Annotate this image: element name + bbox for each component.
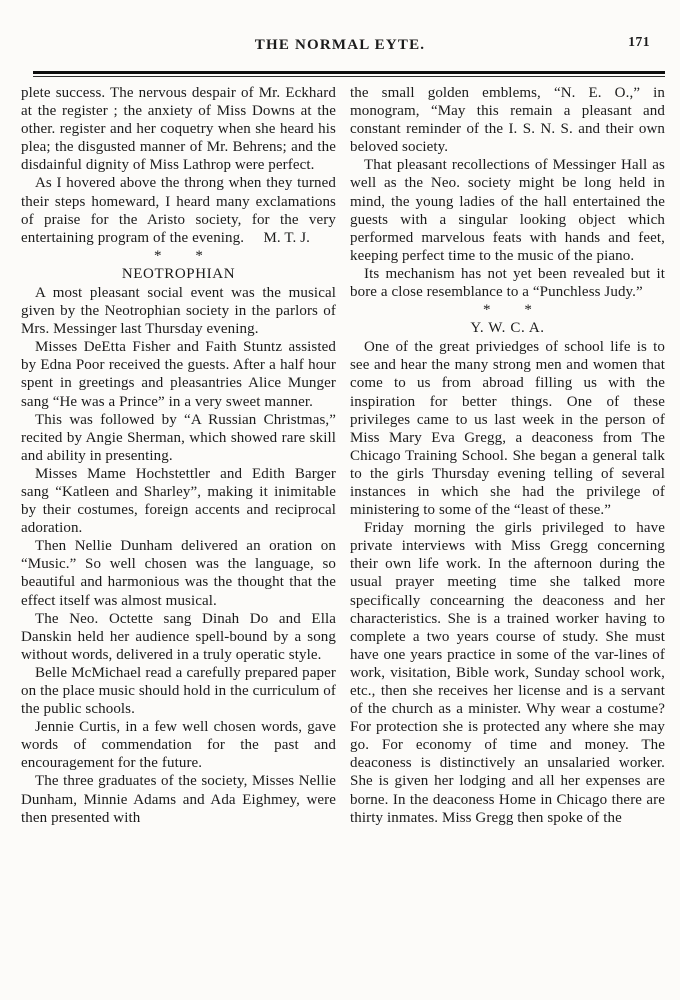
two-column-body	[21, 84, 665, 1000]
paragraph: Misses Mame Hochstettler and Edith Barger sang “Katleen and Sharley”, making it inimitable by their costumes, foreign accents and reciprocal adoration.	[21, 465, 336, 537]
section-heading: Y. W. C. A.	[470, 320, 545, 337]
paragraph: As I hovered above the throng when they turned their steps homeward, I heard many exclamations of praise for the Aristo society, for the very entertaining program of the evening. M. T. J.	[21, 175, 336, 246]
paragraph: plete success. The nervous despair of Mr. Eckhard at the register ; the anxiety of Miss Downs at the other. register and her coquetry when she heard his plea; the disgusted manner of Mr. Behrens; and the disdainful dignity of Miss Lathrop were perfect.	[21, 85, 336, 174]
paragraph: That pleasant recollections of Messinger Hall as well as the Neo. society might be long held in mind, the young ladies of the hall entertained the guests with a singular looking object which performed marvelous feats with hands and feet, keeping perfect time to the music of the piano.	[350, 157, 665, 264]
paragraph: Its mechanism has not yet been revealed but it bore a close resemblance to a “Punchless Judy.”	[350, 265, 665, 301]
paragraph: Jennie Curtis, in a few well chosen words, gave words of commendation for the past and encouragement for the future.	[21, 719, 336, 772]
header-rule	[33, 71, 665, 79]
paragraph: The three graduates of the society, Misses Nellie Dunham, Minnie Adams and Ada Eighmey, were then presented with	[21, 773, 336, 826]
paragraph: Belle McMichael read a carefully prepared paper on the place music should hold in the curriculum of the public schools.	[21, 664, 336, 718]
page-header	[0, 34, 680, 65]
paragraph: Then Nellie Dunham delivered an oration on “Music.” So well chosen was the language, so beautiful and harmonious was the thought that the effect itself was almost musical.	[21, 538, 336, 609]
masthead-title: THE NORMAL EYTE.	[254, 37, 426, 53]
paragraph: the small golden emblems, “N. E. O.,” in monogram, “May this remain a pleasant and constant reminder of the I. S. N. S. and their own beloved society.	[350, 85, 665, 156]
paragraph: Friday morning the girls privileged to have private interviews with Miss Gregg concerning their own life work. In the afternoon during the usual prayer meeting time she talked more specifically concearning the deaconess and her characteristics. She is a trained worker having to complete a two years course of study. She must have one years practice in some of the var-lines of work, visitation, Bible work, Sunday school work, etc., then she receives her license and is a servant of the church as a minister. Why wear a costume? For protection she is protected any where she may go. For economy of time and money. The deaconess is distinctively an unsalaried worker. She is given her lodging and all her expenses are borne. In the deaconess Home in Chicago there are thirty inmates. Miss Gregg then spoke of the	[350, 520, 665, 826]
left-column	[21, 84, 336, 1000]
paragraph: This was followed by “A Russian Christmas,” recited by Angie Sherman, which showed rare skill and ability in presenting.	[21, 411, 336, 464]
asterisk-separator: * *	[482, 302, 533, 319]
author-initials: M. T. J.	[263, 229, 310, 246]
paragraph: Misses DeEtta Fisher and Faith Stuntz assisted by Edna Poor received the guests. After a half hour spent in greetings and pleasantries Alice Munger sang “He was a Prince” in a very sweet manner.	[21, 339, 336, 410]
asterisk-separator: * *	[153, 247, 204, 264]
page-number: 171	[628, 34, 650, 49]
right-column	[350, 84, 665, 1000]
paragraph: One of the great priviedges of school life is to see and hear the many strong men and women that come to us from abroad filling us with the inspiration for better things. One of these privileges came to us last week in the person of Miss Mary Eva Gregg, a deaconess from The Chicago Training School. She began a general talk to the girls Thursday evening telling of several instances in which she had the privilege of ministering to some of the “least of these.”	[350, 339, 665, 519]
header-rule-thick	[33, 71, 665, 74]
paragraph: A most pleasant social event was the musical given by the Neotrophian society in the parlors of Mrs. Messinger last Thursday evening.	[21, 284, 336, 338]
section-heading: NEOTROPHIAN	[121, 265, 236, 282]
paragraph: The Neo. Octette sang Dinah Do and Ella Danskin held her audience spell-bound by a song without words, delivered in a truly operatic style.	[21, 610, 336, 663]
header-rule-thin	[33, 76, 665, 77]
